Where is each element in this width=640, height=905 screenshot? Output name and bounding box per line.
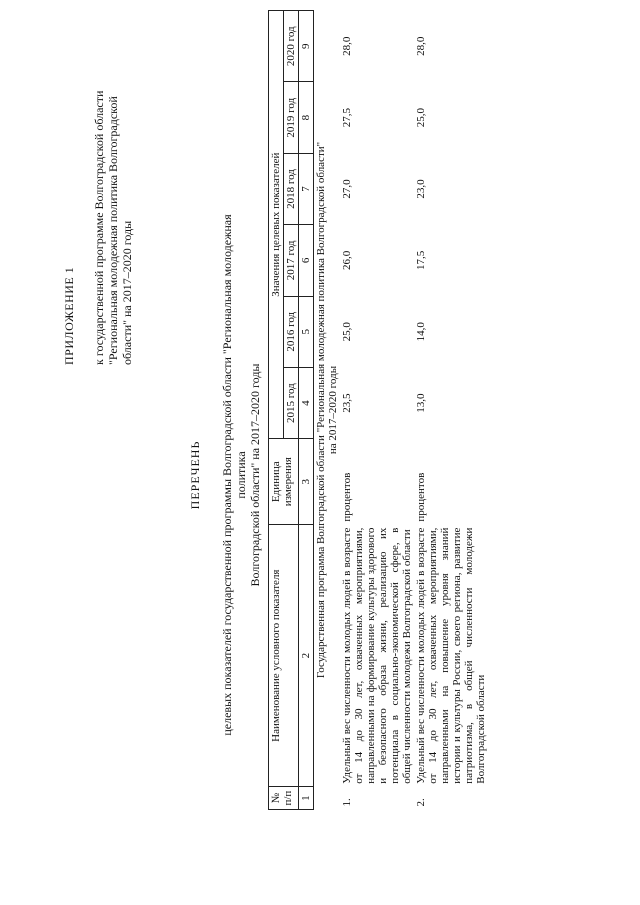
appendix-title: ПРИЛОЖЕНИЕ 1 <box>62 266 76 365</box>
row-value: 27,5 <box>341 108 353 128</box>
header-no: № п/п <box>269 787 299 810</box>
row-value: 13,0 <box>415 393 427 413</box>
column-number: 8 <box>299 82 314 153</box>
column-number: 7 <box>299 153 314 224</box>
appendix-line: "Региональная молодежная политика Волгоградской <box>106 96 120 365</box>
column-number: 5 <box>299 296 314 367</box>
row-indicator-name: Удельный вес численности молодых людей в возрасте от 14 до 30 лет, охваченных мероприятиями, направленными на формирование культуры здорового и безопасного образа жизни, реализацию их потенциала в социально-экономической сфере, в общей численности молодежи Волгоградской области <box>341 527 413 784</box>
table-row <box>414 11 488 810</box>
row-number: 1. <box>341 798 353 807</box>
appendix-line: области" на 2017–2020 годы <box>120 220 134 365</box>
column-number: 6 <box>299 225 314 296</box>
table-row <box>340 11 414 810</box>
program-title-line: Государственная программа Волгоградской области "Региональная молодежная политика Волгоградской области" <box>315 141 327 679</box>
document-heading <box>188 195 262 755</box>
header-year: 2016 год <box>284 296 299 367</box>
program-title <box>314 11 341 810</box>
row-value: 25,0 <box>415 108 427 128</box>
row-number: 2. <box>415 798 427 807</box>
header-year: 2018 год <box>284 153 299 224</box>
column-number: 1 <box>299 787 314 810</box>
row-value: 26,0 <box>341 250 353 271</box>
row-value: 23,0 <box>415 179 427 199</box>
row-value: 25,0 <box>341 322 353 342</box>
column-number: 2 <box>299 525 314 787</box>
row-unit: процентов <box>415 472 427 522</box>
document-subtitle: Волгоградской области" на 2017–2020 годы <box>248 363 262 587</box>
header-unit: Единица измерения <box>269 439 299 525</box>
header-year: 2015 год <box>284 367 299 438</box>
row-indicator-name: Удельный вес численности молодых людей в возрасте от 14 до 30 лет, охваченных мероприятиями, направленными на повышение уровня знаний истории и культуры России, своего региона, развитие патриотизма, в общей численности молодежи Волгоградской области <box>415 527 487 784</box>
appendix-block <box>62 35 134 365</box>
table-header-row <box>269 11 284 810</box>
column-number: 4 <box>299 367 314 438</box>
row-value: 14,0 <box>415 322 427 342</box>
column-number: 3 <box>299 439 314 525</box>
appendix-line: к государственной программе Волгоградской области <box>92 90 106 365</box>
row-value: 27,0 <box>341 179 353 199</box>
row-value: 23,5 <box>341 393 353 413</box>
indicators-table <box>268 10 488 810</box>
document-subtitle: целевых показателей государственной программы Волгоградской области "Региональная молодежная политика <box>220 214 248 736</box>
program-title-line: на 2017–2020 годы <box>327 365 339 455</box>
header-year: 2017 год <box>284 225 299 296</box>
document-title: ПЕРЕЧЕНЬ <box>188 440 202 510</box>
header-name: Наименование условного показателя <box>269 525 299 787</box>
row-value: 17,5 <box>415 250 427 271</box>
column-number: 9 <box>299 11 314 82</box>
header-year: 2020 год <box>284 11 299 82</box>
header-values-group: Значения целевых показателей <box>269 11 284 439</box>
row-unit: процентов <box>341 472 353 522</box>
row-value: 28,0 <box>415 36 427 56</box>
column-number-row <box>299 11 314 810</box>
program-title-row <box>314 11 341 810</box>
row-value: 28,0 <box>341 36 353 56</box>
header-year: 2019 год <box>284 82 299 153</box>
